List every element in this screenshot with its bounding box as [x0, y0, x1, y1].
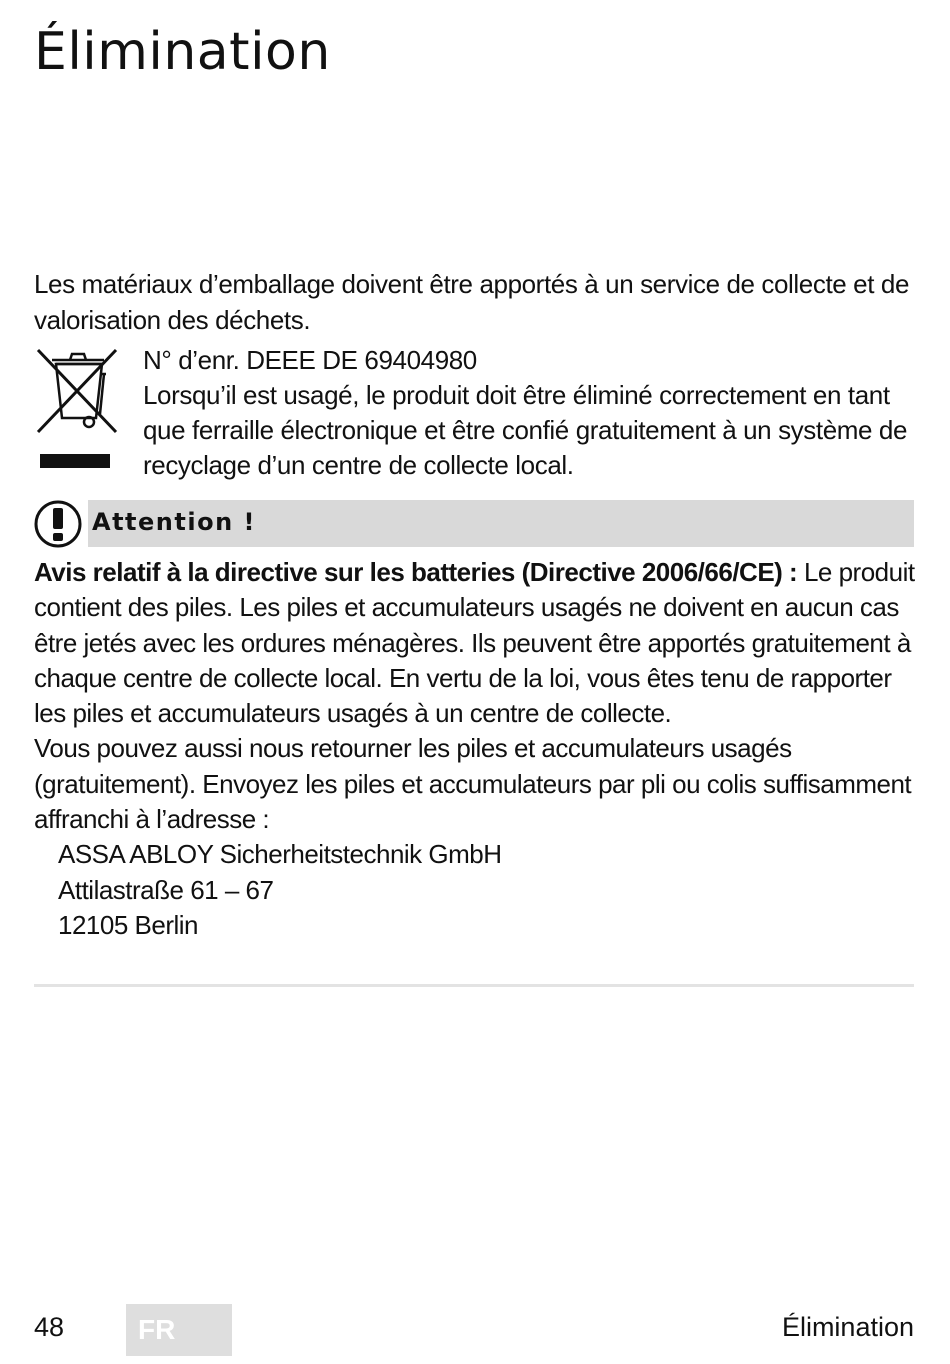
battery-notice-body: Le produit contient des piles. Les piles et accumulateurs usagés ne doivent en aucun cas être jetés avec les ordures ménagères. Ils peuvent être apportés gratuitement à chaque centre de collecte local. En vertu de la loi, vous êtes tenu de rapporter les piles et accumulateurs usagés à un centre de collecte. — [34, 557, 915, 729]
page-number: 48 — [34, 1312, 65, 1342]
section-divider — [34, 984, 914, 987]
page-title: Élimination — [34, 22, 331, 82]
footer-section-title: Élimination — [781, 1312, 914, 1342]
return-address — [34, 837, 916, 943]
packaging-disposal-text: Les matériaux d’emballage doivent être apportés à un service de collecte et de valorisation des déchets. — [34, 269, 910, 335]
exclamation-icon — [33, 499, 83, 549]
weee-registration-number: N° d’enr. DEEE DE 69404980 — [143, 345, 477, 375]
attention-label: Attention ! — [92, 508, 256, 536]
attention-banner — [88, 500, 914, 547]
address-company: ASSA ABLOY Sicherheitstechnik GmbH — [58, 839, 502, 870]
battery-return-text: Vous pouvez aussi nous retourner les piles et accumulateurs usagés (gratuitement). Envoyez les piles et accumulateurs par pli ou colis suffisamment affranchi à l’adresse : — [34, 733, 912, 835]
weee-disposal-text: Lorsqu’il est usagé, le produit doit être éliminé correctement en tant que ferraille électronique et être confié gratuitement à un système de recyclage d’un centre de collecte local. — [143, 380, 908, 480]
address-street: Attilastraße 61 – 67 — [58, 874, 274, 905]
address-city: 12105 Berlin — [58, 909, 198, 940]
crossed-out-wheelie-bin-icon — [34, 346, 120, 476]
language-label: FR — [138, 1314, 176, 1345]
battery-notice-paragraph — [34, 555, 916, 731]
battery-notice — [34, 555, 916, 943]
battery-notice-heading: Avis relatif à la directive sur les batteries (Directive 2006/66/CE) : — [34, 557, 798, 587]
language-badge — [126, 1304, 232, 1356]
weee-info — [143, 343, 918, 483]
